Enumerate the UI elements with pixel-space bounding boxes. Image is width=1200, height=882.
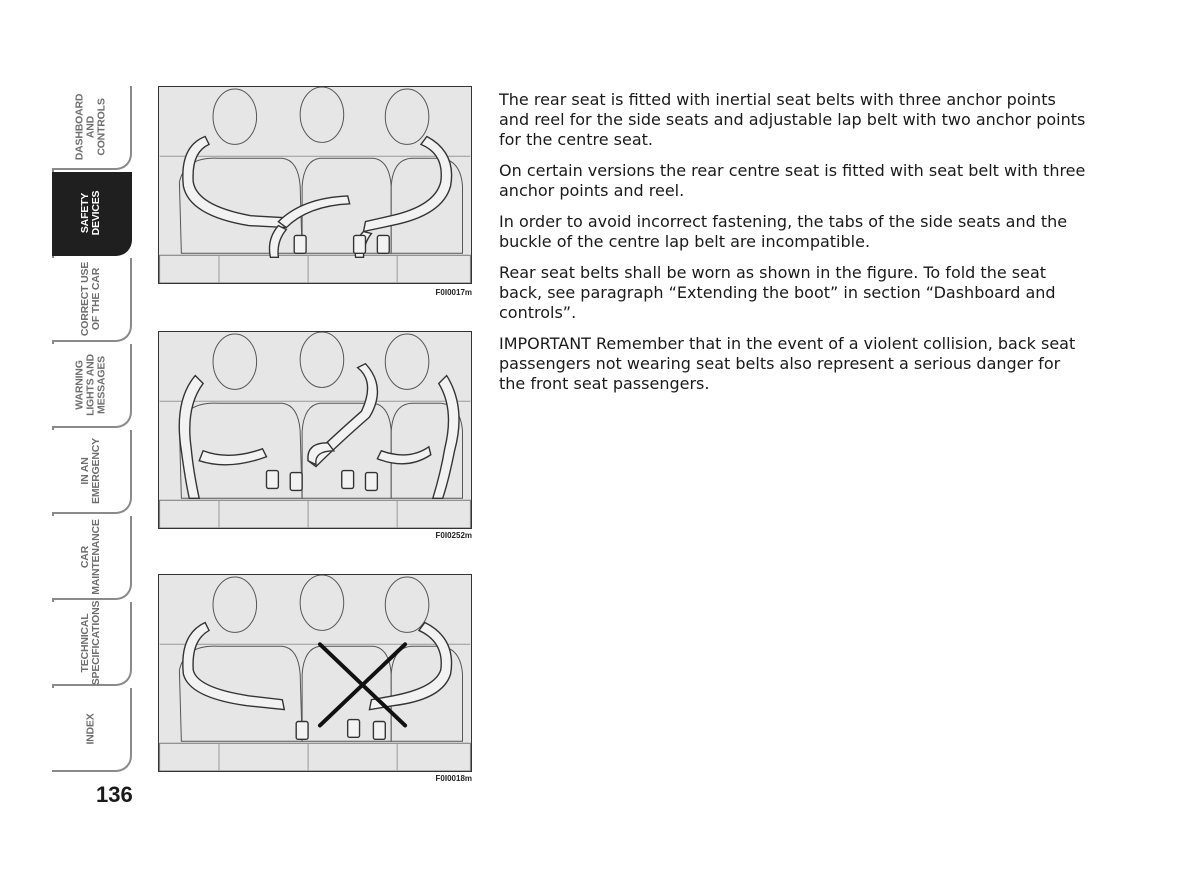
tab-label: TECHNICAL SPECIFICATIONS <box>79 600 102 686</box>
tab-dashboard-and-controls[interactable] <box>52 86 132 170</box>
body-text <box>499 90 1089 405</box>
page-number: 136 <box>96 782 133 807</box>
figure-rear-belts-three-point <box>158 331 472 529</box>
tab-label: SAFETY DEVICES <box>79 190 102 236</box>
tab-car-maintenance[interactable] <box>52 516 132 600</box>
figure-code: F0I0018m <box>435 774 472 783</box>
tab-safety-devices[interactable] <box>52 172 132 256</box>
tab-in-an-emergency[interactable] <box>52 430 132 514</box>
tab-warning-lights-and-messages[interactable] <box>52 344 132 428</box>
paragraph: Rear seat belts shall be worn as shown in the figure. To fold the seat back, see paragraph “Extending the boot” in section “Dashboard and controls”. <box>499 263 1056 322</box>
rear-seat-illustration <box>159 87 471 283</box>
tab-label: WARNING LIGHTS AND MESSAGES <box>73 354 108 416</box>
paragraph: IMPORTANT Remember that in the event of a violent collision, back seat passengers not wearing seat belts also represent a serious danger for the front seat passengers. <box>499 334 1076 393</box>
figure-rear-belts-incorrect <box>158 574 472 772</box>
figure-rear-belts-correct <box>158 86 472 284</box>
paragraph: The rear seat is fitted with inertial seat belts with three anchor points and reel for the side seats and adjustable lap belt with two anchor points for the centre seat. <box>499 90 1086 149</box>
paragraph: On certain versions the rear centre seat is fitted with seat belt with three anchor points and reel. <box>499 161 1086 200</box>
tab-label: CAR MAINTENANCE <box>79 519 102 595</box>
tab-label: CORRECT USE OF THE CAR <box>79 261 102 337</box>
tab-label: INDEX <box>84 713 97 745</box>
rear-seat-illustration <box>159 575 471 771</box>
tab-label: IN AN EMERGENCY <box>79 438 102 504</box>
tab-index[interactable] <box>52 688 132 772</box>
paragraph: In order to avoid incorrect fastening, the tabs of the side seats and the buckle of the centre lap belt are incompatible. <box>499 212 1068 251</box>
tab-label: DASHBOARD AND CONTROLS <box>73 93 108 161</box>
tab-correct-use-of-the-car[interactable] <box>52 258 132 342</box>
figure-code: F0I0017m <box>435 288 472 297</box>
rear-seat-illustration <box>159 332 471 528</box>
figure-code: F0I0252m <box>435 531 472 540</box>
tab-technical-specifications[interactable] <box>52 602 132 686</box>
